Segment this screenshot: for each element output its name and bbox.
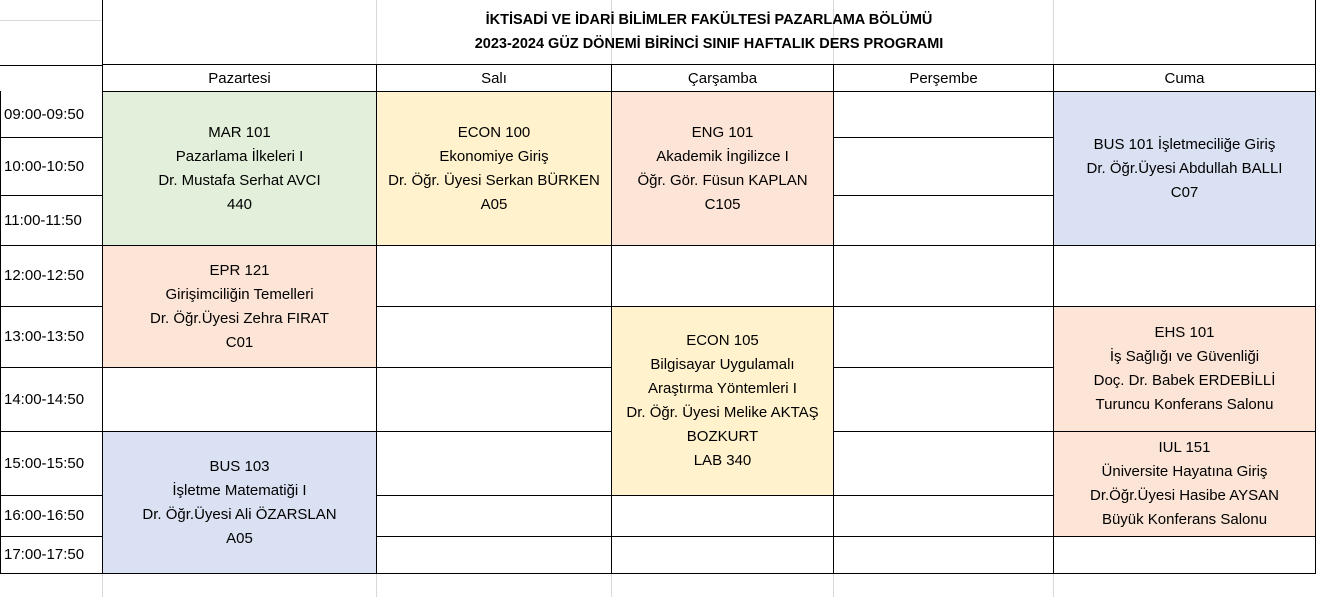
- title-line-2: 2023-2024 GÜZ DÖNEMİ BİRİNCİ SINIF HAFTALIK DERS PROGRAMI: [474, 36, 944, 52]
- course-name: Pazarlama İlkeleri I: [175, 147, 304, 165]
- course-name: Bilgisayar Uygulamalı: [650, 356, 795, 373]
- course-room: C07: [1170, 183, 1199, 201]
- course-instructor: BOZKURT: [686, 428, 759, 445]
- empty-cell: [376, 367, 612, 432]
- day-header-friday: Cuma: [1053, 65, 1316, 92]
- empty-cell: [833, 91, 1054, 138]
- day-header-wednesday: Çarşamba: [611, 65, 834, 92]
- time-slot: 10:00-10:50: [0, 137, 103, 196]
- course-code: ECON 100: [457, 123, 531, 141]
- time-slot: 14:00-14:50: [0, 367, 103, 432]
- course-name: Akademik İngilizce I: [656, 147, 789, 165]
- time-slot: 11:00-11:50: [0, 195, 103, 246]
- time-slot: 17:00-17:50: [0, 536, 103, 574]
- course-econ100: [376, 91, 612, 246]
- course-instructor: Dr. Öğr.Üyesi Ali ÖZARSLAN: [142, 505, 337, 523]
- empty-cell: [102, 367, 377, 432]
- gridline: [0, 20, 103, 21]
- day-header-monday: Pazartesi: [102, 65, 377, 92]
- course-code: EHS 101: [1154, 324, 1215, 341]
- empty-cell: [833, 431, 1054, 496]
- empty-cell: [833, 367, 1054, 432]
- empty-cell: [1053, 536, 1316, 574]
- course-room: C01: [225, 333, 254, 351]
- course-code: ENG 101: [691, 123, 754, 141]
- course-code: IUL 151: [1158, 439, 1211, 456]
- empty-cell: [376, 536, 612, 574]
- course-instructor: Dr. Öğr. Üyesi Serkan BÜRKEN: [388, 171, 600, 189]
- course-name: İş Sağlığı ve Güvenliği: [1109, 348, 1260, 365]
- course-room: Turuncu Konferans Salonu: [1095, 396, 1274, 413]
- course-instructor: Dr. Öğr.Üyesi Abdullah BALLI: [1086, 159, 1283, 177]
- time-slot: 15:00-15:50: [0, 431, 103, 496]
- empty-cell: [376, 245, 612, 307]
- day-header-thursday: Perşembe: [833, 65, 1054, 92]
- course-instructor: Dr. Öğr.Üyesi Zehra FIRAT: [150, 309, 329, 327]
- course-code: MAR 101: [208, 123, 271, 141]
- empty-cell: [376, 431, 612, 496]
- course-instructor: Doç. Dr. Babek ERDEBİLLİ: [1093, 372, 1276, 389]
- empty-cell: [611, 536, 834, 574]
- time-slot: 16:00-16:50: [0, 495, 103, 537]
- title-line-1: İKTİSADİ VE İDARİ BİLİMLER FAKÜLTESİ PAZARLAMA BÖLÜMÜ: [485, 12, 933, 28]
- course-room: LAB 340: [693, 452, 752, 469]
- course-mar101: [102, 91, 377, 246]
- empty-cell: [611, 495, 834, 537]
- course-instructor: Dr.Öğr.Üyesi Hasibe AYSAN: [1090, 487, 1279, 504]
- empty-cell: [833, 306, 1054, 368]
- course-room: 440: [226, 195, 253, 213]
- course-code: EPR 121: [209, 261, 270, 279]
- schedule-title: [102, 0, 1316, 65]
- course-room: A05: [480, 195, 508, 213]
- course-bus101: [1053, 91, 1316, 246]
- time-slot: 13:00-13:50: [0, 306, 103, 368]
- day-header-tuesday: Salı: [376, 65, 612, 92]
- empty-cell: [833, 195, 1054, 246]
- course-name: Ekonomiye Giriş: [439, 147, 549, 165]
- course-code: BUS 103: [209, 457, 270, 475]
- course-room: C105: [704, 195, 741, 213]
- empty-cell: [1053, 245, 1316, 307]
- course-name: Üniversite Hayatına Giriş: [1101, 463, 1268, 480]
- empty-cell: [833, 536, 1054, 574]
- empty-cell: [833, 495, 1054, 537]
- header-left-line: [0, 65, 103, 66]
- course-name: BUS 101 İşletmeciliğe Giriş: [1093, 135, 1276, 153]
- course-room: Büyük Konferans Salonu: [1101, 511, 1268, 528]
- course-instructor: Dr. Mustafa Serhat AVCI: [158, 171, 321, 189]
- empty-cell: [833, 245, 1054, 307]
- course-room: A05: [226, 529, 253, 547]
- course-name: Araştırma Yöntemleri I: [648, 380, 797, 397]
- empty-cell: [833, 137, 1054, 196]
- course-code: ECON 105: [686, 332, 759, 349]
- time-slot: 12:00-12:50: [0, 245, 103, 307]
- course-name: İşletme Matematiği I: [172, 481, 307, 499]
- time-slot: 09:00-09:50: [0, 91, 103, 138]
- course-eng101: [611, 91, 834, 246]
- empty-cell: [376, 495, 612, 537]
- course-instructor: Öğr. Gör. Füsun KAPLAN: [637, 171, 808, 189]
- course-ehs101: [1053, 306, 1316, 432]
- empty-cell: [611, 245, 834, 307]
- course-econ105: [611, 306, 834, 496]
- empty-cell: [376, 306, 612, 368]
- course-name: Girişimciliğin Temelleri: [165, 285, 314, 303]
- course-instructor: Dr. Öğr. Üyesi Melike AKTAŞ: [626, 404, 819, 421]
- course-iul151: [1053, 431, 1316, 537]
- course-bus103: [102, 431, 377, 574]
- course-epr121: [102, 245, 377, 368]
